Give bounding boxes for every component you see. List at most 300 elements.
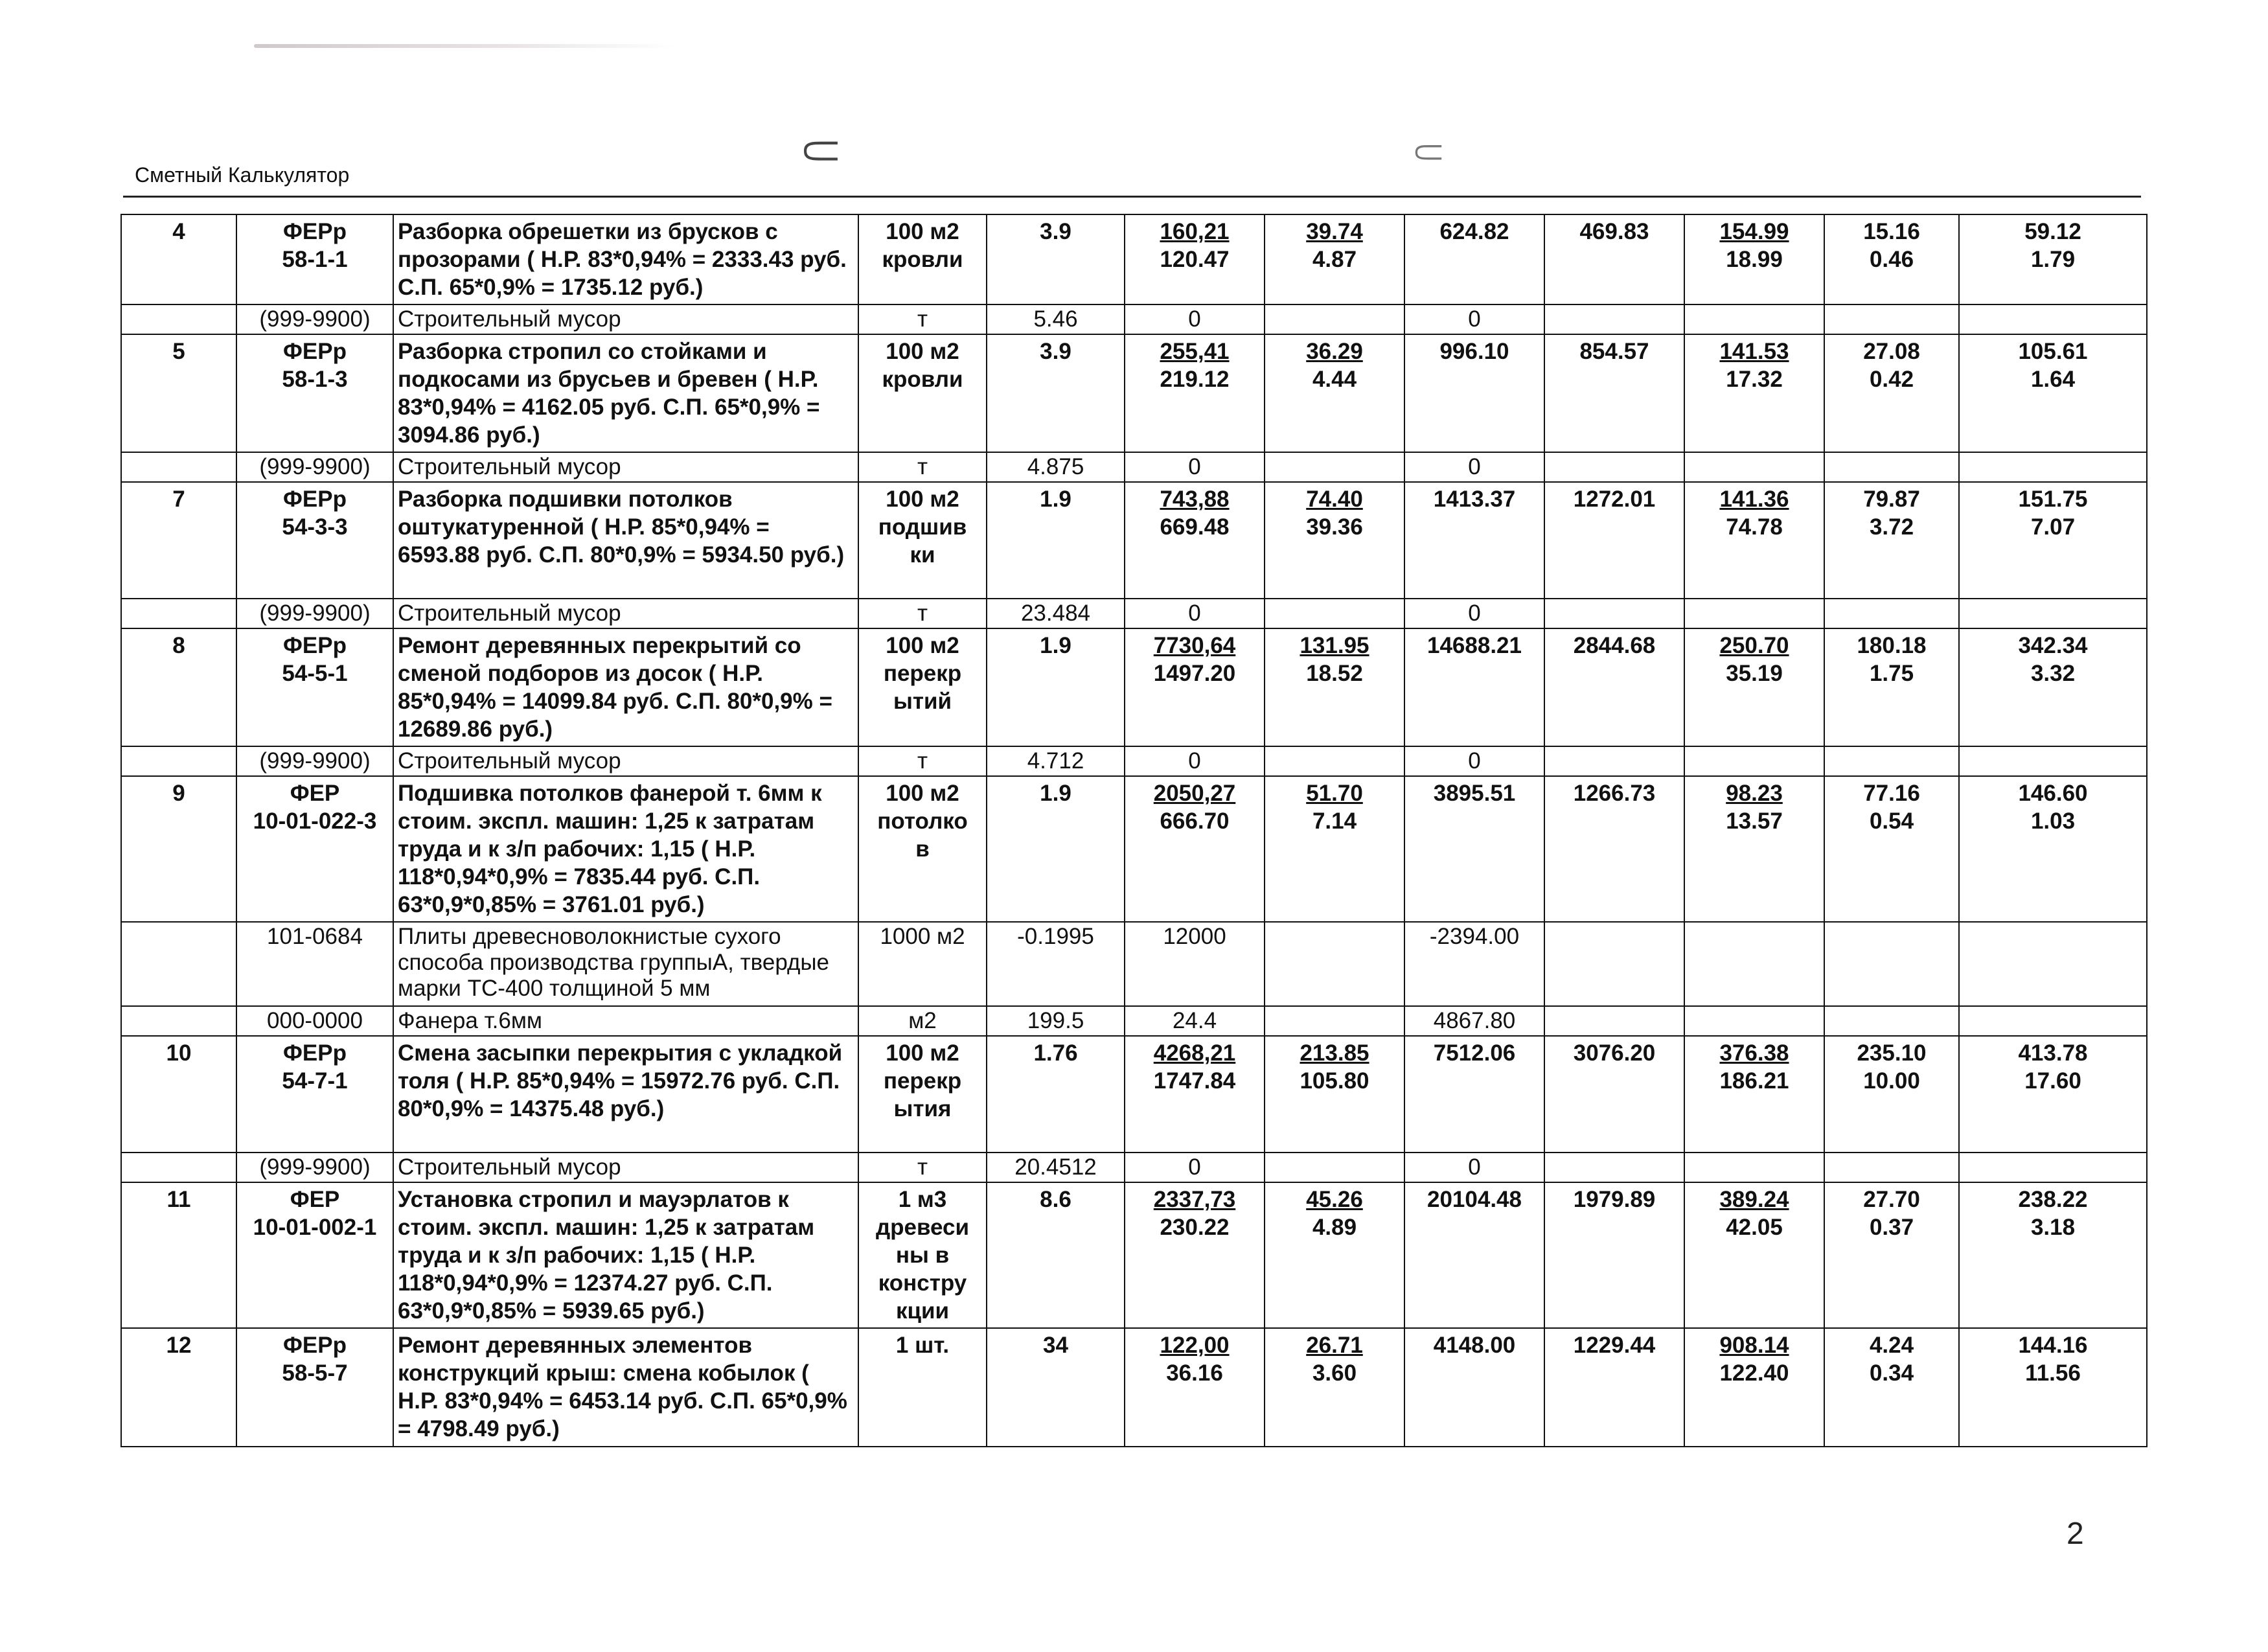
row-number-text: 12 [166, 1333, 192, 1358]
empty-cell [1959, 304, 2147, 334]
quantity-text: 1.9 [1040, 781, 1071, 806]
total-cost-text: 7512.06 [1433, 1040, 1516, 1066]
resource-code-text: (999-9900) [259, 454, 371, 479]
work-description [393, 1328, 858, 1447]
resource-quantity-text: 23.484 [1020, 601, 1091, 626]
exploitation-cost-wage: 35.19 [1726, 661, 1783, 686]
row-number [121, 334, 236, 452]
exploitation-cost-total: 98.23 [1726, 781, 1783, 806]
labor-total-machinists: 3.32 [2030, 661, 2076, 686]
empty-cell [1684, 304, 1824, 334]
resource-name [393, 1006, 858, 1036]
labor-total [1959, 1182, 2147, 1328]
labor-total-workers: 59.12 [2024, 219, 2081, 244]
empty-cell [1544, 1153, 1684, 1182]
exploitation-cost [1684, 776, 1824, 922]
work-description-text: Ремонт деревянных перекрытий со сменой подборов из досок ( Н.Р. 85*0,94% = 14099.84 руб. С.П. 80*0,9% = 12689.86 руб.) [398, 633, 832, 742]
exploitation-cost [1684, 334, 1824, 452]
machine-cost-total: 213.85 [1300, 1040, 1369, 1066]
page-number: 2 [2067, 1517, 2084, 1551]
row-number [121, 482, 236, 599]
resource-name [393, 1153, 858, 1182]
resource-row [121, 1006, 2147, 1036]
wage-cost-text: 469.83 [1579, 219, 1649, 244]
machine-cost-total: 74.40 [1306, 487, 1363, 512]
resource-price-text: 0 [1188, 454, 1201, 479]
norm-code-text: ФЕРр 58-1-3 [282, 339, 348, 392]
norm-code-text: ФЕРр 54-7-1 [282, 1040, 348, 1094]
exploitation-cost-total: 389.24 [1719, 1187, 1789, 1212]
resource-price [1125, 746, 1265, 776]
unit-price-total: 160,21 [1160, 219, 1230, 244]
resource-unit-text: т [917, 454, 928, 479]
empty-cell [1824, 746, 1959, 776]
row-number [121, 214, 236, 304]
estimate-row [121, 1036, 2147, 1153]
wage-cost [1544, 1036, 1684, 1153]
unit-price-total: 4268,21 [1153, 1040, 1236, 1066]
machine-cost-wage: 39.36 [1306, 514, 1363, 540]
machine-cost-wage: 3.60 [1312, 1360, 1357, 1386]
estimate-row [121, 776, 2147, 922]
resource-price [1125, 452, 1265, 482]
labor-unit-workers: 27.70 [1863, 1187, 1920, 1212]
work-description-text: Ремонт деревянных элементов конструкций крыш: смена кобылок ( Н.Р. 83*0,94% = 6453.14 руб. С.П. 65*0,9% = 4798.49 руб.) [398, 1333, 847, 1441]
norm-code [236, 628, 393, 746]
row-number [121, 922, 236, 1006]
total-cost [1404, 628, 1544, 746]
norm-code-text: ФЕРр 54-3-3 [282, 487, 348, 540]
labor-unit [1824, 1182, 1959, 1328]
quantity [987, 334, 1125, 452]
labor-unit-workers: 235.10 [1857, 1040, 1927, 1066]
labor-unit-workers: 15.16 [1863, 219, 1920, 244]
empty-cell [1959, 599, 2147, 628]
resource-price-text: 0 [1188, 601, 1201, 626]
labor-total-machinists: 3.18 [2030, 1215, 2076, 1240]
labor-unit-machinists: 0.46 [1869, 247, 1914, 272]
machine-cost-wage: 4.44 [1312, 367, 1357, 392]
unit [858, 776, 987, 922]
work-description-text: Установка стропил и мауэрлатов к стоим. экспл. машин: 1,25 к затратам труда и к з/п рабочих: 1,15 ( Н.Р. 118*0,94*0,9% = 12374.27 руб. С.П. 63*0,9*0,85% = 5939.65 руб.) [398, 1187, 815, 1324]
wage-cost [1544, 334, 1684, 452]
labor-total-machinists: 11.56 [2025, 1360, 2081, 1386]
empty-cell [1684, 599, 1824, 628]
resource-name [393, 922, 858, 1006]
exploitation-cost-wage: 13.57 [1726, 809, 1783, 834]
labor-unit [1824, 1036, 1959, 1153]
unit-text: 100 м2 потолко в [877, 781, 968, 862]
unit-price-total: 7730,64 [1153, 633, 1236, 658]
resource-row [121, 1153, 2147, 1182]
unit-price-wage: 1747.84 [1153, 1068, 1236, 1094]
quantity-text: 1.9 [1040, 633, 1071, 658]
total-cost [1404, 334, 1544, 452]
resource-quantity-text: 20.4512 [1014, 1154, 1097, 1180]
machine-cost [1265, 1006, 1404, 1036]
total-cost [1404, 1182, 1544, 1328]
resource-unit-text: м2 [908, 1008, 937, 1033]
work-description-text: Разборка обрешетки из брусков с прозорами ( Н.Р. 83*0,94% = 2333.43 руб. С.П. 65*0,9% = 1735.12 руб.) [398, 219, 847, 300]
labor-total-workers: 105.61 [2018, 339, 2088, 364]
labor-total-workers: 146.60 [2018, 781, 2088, 806]
resource-unit-text: т [917, 306, 928, 332]
resource-unit-text: т [917, 601, 928, 626]
unit-price-total: 2337,73 [1153, 1187, 1236, 1212]
resource-code [236, 746, 393, 776]
resource-price-text: 0 [1188, 306, 1201, 332]
empty-cell [1544, 304, 1684, 334]
wage-cost-text: 1229.44 [1573, 1333, 1656, 1358]
row-number-text: 11 [166, 1187, 191, 1212]
resource-row [121, 452, 2147, 482]
resource-name-text: Строительный мусор [398, 748, 621, 774]
unit-price-wage: 230.22 [1160, 1215, 1230, 1240]
empty-cell [1544, 599, 1684, 628]
resource-name-text: Фанера т.6мм [398, 1008, 542, 1033]
resource-total-text: 0 [1468, 748, 1481, 774]
wage-cost [1544, 214, 1684, 304]
resource-total [1404, 746, 1544, 776]
machine-cost-wage: 7.14 [1312, 809, 1357, 834]
unit-price-wage: 120.47 [1160, 247, 1230, 272]
exploitation-cost [1684, 1182, 1824, 1328]
labor-unit-machinists: 1.75 [1869, 661, 1914, 686]
resource-quantity [987, 452, 1125, 482]
row-number [121, 599, 236, 628]
labor-unit [1824, 482, 1959, 599]
work-description-text: Смена засыпки перекрытия с укладкой толя ( Н.Р. 85*0,94% = 15972.76 руб. С.П. 80*0,9% = 14375.48 руб.) [398, 1040, 843, 1121]
norm-code-text: ФЕР 10-01-022-3 [253, 781, 377, 834]
norm-code [236, 482, 393, 599]
quantity-text: 1.76 [1033, 1040, 1078, 1066]
resource-name-text: Плиты древесноволокнистые сухого способа производства группыА, твердые марки ТС-400 толщиной 5 мм [398, 924, 830, 1001]
quantity-text: 34 [1043, 1333, 1068, 1358]
machine-cost-wage: 18.52 [1306, 661, 1363, 686]
unit-text: 100 м2 кровли [882, 339, 963, 392]
resource-price [1125, 1153, 1265, 1182]
unit-text: 1 м3 древеси ны в констру кции [875, 1187, 970, 1324]
machine-cost [1265, 746, 1404, 776]
unit-price-wage: 666.70 [1160, 809, 1230, 834]
resource-price-text: 0 [1188, 748, 1201, 774]
resource-total [1404, 1153, 1544, 1182]
resource-total-text: 0 [1468, 601, 1481, 626]
wage-cost [1544, 628, 1684, 746]
empty-cell [1959, 922, 2147, 1006]
exploitation-cost-total: 250.70 [1719, 633, 1789, 658]
labor-total-machinists: 7.07 [2030, 514, 2076, 540]
resource-unit-text: т [917, 748, 928, 774]
machine-cost-wage: 105.80 [1300, 1068, 1369, 1094]
labor-unit-machinists: 0.42 [1869, 367, 1914, 392]
total-cost-text: 4148.00 [1433, 1333, 1516, 1358]
norm-code [236, 214, 393, 304]
resource-code [236, 452, 393, 482]
empty-cell [1684, 746, 1824, 776]
total-cost-text: 3895.51 [1433, 781, 1516, 806]
resource-price [1125, 599, 1265, 628]
empty-cell [1959, 746, 2147, 776]
resource-unit [858, 746, 987, 776]
quantity [987, 214, 1125, 304]
unit-price-total: 2050,27 [1153, 781, 1236, 806]
estimate-row [121, 214, 2147, 304]
resource-total [1404, 1006, 1544, 1036]
resource-code [236, 1006, 393, 1036]
resource-name-text: Строительный мусор [398, 454, 621, 479]
labor-unit [1824, 334, 1959, 452]
resource-code [236, 599, 393, 628]
row-number [121, 628, 236, 746]
empty-cell [1824, 599, 1959, 628]
unit [858, 214, 987, 304]
unit-price [1125, 334, 1265, 452]
resource-name [393, 304, 858, 334]
labor-total [1959, 1328, 2147, 1447]
unit-price [1125, 628, 1265, 746]
unit [858, 334, 987, 452]
machine-cost-total: 131.95 [1300, 633, 1369, 658]
row-number-text: 5 [172, 339, 185, 364]
resource-price-text: 0 [1188, 1154, 1201, 1180]
machine-cost [1265, 1036, 1404, 1153]
unit [858, 628, 987, 746]
unit-price-total: 743,88 [1160, 487, 1230, 512]
labor-unit-workers: 79.87 [1863, 487, 1920, 512]
empty-cell [1544, 746, 1684, 776]
resource-total [1404, 452, 1544, 482]
row-number-text: 7 [172, 487, 185, 512]
resource-quantity [987, 1006, 1125, 1036]
row-number [121, 776, 236, 922]
wage-cost-text: 854.57 [1579, 339, 1649, 364]
empty-cell [1824, 922, 1959, 1006]
wage-cost [1544, 1328, 1684, 1447]
labor-total-workers: 151.75 [2018, 487, 2088, 512]
empty-cell [1684, 1006, 1824, 1036]
norm-code [236, 1328, 393, 1447]
empty-cell [1959, 452, 2147, 482]
resource-total-text: -2394.00 [1429, 924, 1520, 949]
empty-cell [1684, 1153, 1824, 1182]
quantity-text: 3.9 [1040, 339, 1071, 364]
labor-unit-workers: 77.16 [1863, 781, 1920, 806]
machine-cost [1265, 776, 1404, 922]
unit [858, 1036, 987, 1153]
resource-total-text: 0 [1468, 306, 1481, 332]
unit-text: 100 м2 подшив ки [878, 487, 967, 568]
unit [858, 482, 987, 599]
resource-unit [858, 452, 987, 482]
labor-total-workers: 144.16 [2018, 1333, 2088, 1358]
empty-cell [1824, 1006, 1959, 1036]
exploitation-cost [1684, 628, 1824, 746]
machine-cost [1265, 1328, 1404, 1447]
exploitation-cost-total: 376.38 [1719, 1040, 1789, 1066]
resource-name [393, 452, 858, 482]
empty-cell [1824, 1153, 1959, 1182]
unit-price [1125, 1182, 1265, 1328]
machine-cost [1265, 628, 1404, 746]
labor-unit-machinists: 0.37 [1869, 1215, 1914, 1240]
machine-cost [1265, 922, 1404, 1006]
labor-unit [1824, 214, 1959, 304]
unit-price-wage: 219.12 [1160, 367, 1230, 392]
row-number-text: 4 [172, 219, 185, 244]
resource-code-text: (999-9900) [259, 748, 371, 774]
work-description-text: Разборка стропил со стойками и подкосами из брусьев и бревен ( Н.Р. 83*0,94% = 4162.05 руб. С.П. 65*0,9% = 3094.86 руб.) [398, 339, 820, 448]
labor-total [1959, 628, 2147, 746]
row-number [121, 1328, 236, 1447]
work-description [393, 214, 858, 304]
labor-total-machinists: 1.79 [2030, 247, 2076, 272]
unit-price-wage: 1497.20 [1153, 661, 1236, 686]
resource-price [1125, 922, 1265, 1006]
empty-cell [1544, 922, 1684, 1006]
empty-cell [1824, 452, 1959, 482]
quantity [987, 1182, 1125, 1328]
empty-cell [1684, 452, 1824, 482]
estimate-row [121, 628, 2147, 746]
unit-price-wage: 36.16 [1166, 1360, 1223, 1386]
resource-unit [858, 1006, 987, 1036]
resource-total [1404, 304, 1544, 334]
labor-unit-workers: 27.08 [1863, 339, 1920, 364]
total-cost-text: 624.82 [1439, 219, 1509, 244]
resource-price-text: 24.4 [1172, 1008, 1217, 1033]
labor-unit [1824, 628, 1959, 746]
resource-name [393, 599, 858, 628]
unit-price [1125, 482, 1265, 599]
resource-quantity-text: 4.875 [1027, 454, 1084, 479]
estimate-row [121, 334, 2147, 452]
exploitation-cost [1684, 1328, 1824, 1447]
unit-price [1125, 776, 1265, 922]
total-cost-text: 20104.48 [1427, 1187, 1522, 1212]
resource-unit [858, 922, 987, 1006]
norm-code [236, 1036, 393, 1153]
quantity [987, 482, 1125, 599]
total-cost [1404, 214, 1544, 304]
resource-code-text: (999-9900) [259, 601, 371, 626]
machine-cost-total: 45.26 [1306, 1187, 1363, 1212]
quantity-text: 3.9 [1040, 219, 1071, 244]
empty-cell [1544, 1006, 1684, 1036]
labor-unit-machinists: 10.00 [1863, 1068, 1920, 1094]
resource-name-text: Строительный мусор [398, 601, 621, 626]
resource-quantity-text: 5.46 [1033, 306, 1078, 332]
total-cost-text: 996.10 [1439, 339, 1509, 364]
exploitation-cost-wage: 74.78 [1726, 514, 1783, 540]
row-number [121, 746, 236, 776]
wage-cost [1544, 1182, 1684, 1328]
resource-quantity-text: -0.1995 [1017, 924, 1094, 949]
empty-cell [1959, 1006, 2147, 1036]
work-description [393, 1182, 858, 1328]
resource-price [1125, 304, 1265, 334]
page-header-title: Сметный Калькулятор [135, 163, 350, 187]
resource-quantity-text: 199.5 [1027, 1008, 1084, 1033]
work-description-text: Разборка подшивки потолков оштукатуренной ( Н.Р. 85*0,94% = 6593.88 руб. С.П. 80*0,9% = 5934.50 руб.) [398, 487, 845, 568]
resource-code-text: (999-9900) [259, 1154, 371, 1180]
labor-unit [1824, 1328, 1959, 1447]
row-number [121, 452, 236, 482]
exploitation-cost-wage: 17.32 [1726, 367, 1783, 392]
unit-price-wage: 669.48 [1160, 514, 1230, 540]
labor-total [1959, 776, 2147, 922]
machine-cost [1265, 599, 1404, 628]
row-number [121, 1006, 236, 1036]
labor-total-machinists: 1.03 [2030, 809, 2076, 834]
work-description-text: Подшивка потолков фанерой т. 6мм к стоим. экспл. машин: 1,25 к затратам труда и к з/п рабочих: 1,15 ( Н.Р. 118*0,94*0,9% = 7835.44 руб. С.П. 63*0,9*0,85% = 3761.01 руб.) [398, 781, 822, 917]
header-divider [123, 196, 2141, 198]
norm-code-text: ФЕРр 54-5-1 [282, 633, 348, 686]
machine-cost [1265, 334, 1404, 452]
machine-cost [1265, 482, 1404, 599]
labor-total-machinists: 1.64 [2030, 367, 2076, 392]
quantity-text: 1.9 [1040, 487, 1071, 512]
resource-quantity [987, 599, 1125, 628]
labor-unit-workers: 4.24 [1869, 1333, 1914, 1358]
quantity-text: 8.6 [1040, 1187, 1071, 1212]
resource-name-text: Строительный мусор [398, 306, 621, 332]
total-cost [1404, 1036, 1544, 1153]
scan-artifact-line [254, 44, 675, 48]
exploitation-cost [1684, 214, 1824, 304]
labor-unit-workers: 180.18 [1857, 633, 1927, 658]
estimate-table [120, 214, 2148, 1447]
resource-code-text: (999-9900) [259, 306, 371, 332]
machine-cost [1265, 214, 1404, 304]
resource-row [121, 304, 2147, 334]
resource-code [236, 922, 393, 1006]
resource-total-text: 4867.80 [1433, 1008, 1516, 1033]
resource-quantity [987, 922, 1125, 1006]
labor-total-workers: 413.78 [2018, 1040, 2088, 1066]
norm-code-text: ФЕРр 58-5-7 [282, 1333, 348, 1386]
resource-row [121, 599, 2147, 628]
quantity [987, 776, 1125, 922]
labor-total [1959, 334, 2147, 452]
machine-cost-total: 39.74 [1306, 219, 1363, 244]
wage-cost-text: 1272.01 [1573, 487, 1656, 512]
row-number [121, 1182, 236, 1328]
empty-cell [1684, 922, 1824, 1006]
resource-total [1404, 599, 1544, 628]
row-number [121, 1153, 236, 1182]
work-description [393, 776, 858, 922]
unit-text: 100 м2 кровли [882, 219, 963, 272]
resource-row [121, 922, 2147, 1006]
resource-unit [858, 1153, 987, 1182]
wage-cost-text: 3076.20 [1573, 1040, 1656, 1066]
resource-unit [858, 599, 987, 628]
machine-cost-total: 51.70 [1306, 781, 1363, 806]
unit-price [1125, 1328, 1265, 1447]
work-description [393, 628, 858, 746]
quantity [987, 628, 1125, 746]
row-number-text: 9 [172, 781, 185, 806]
machine-cost [1265, 1153, 1404, 1182]
estimate-row [121, 482, 2147, 599]
total-cost [1404, 776, 1544, 922]
wage-cost [1544, 776, 1684, 922]
row-number-text: 8 [172, 633, 185, 658]
exploitation-cost-total: 141.53 [1719, 339, 1789, 364]
wage-cost-text: 1266.73 [1573, 781, 1656, 806]
resource-quantity [987, 1153, 1125, 1182]
